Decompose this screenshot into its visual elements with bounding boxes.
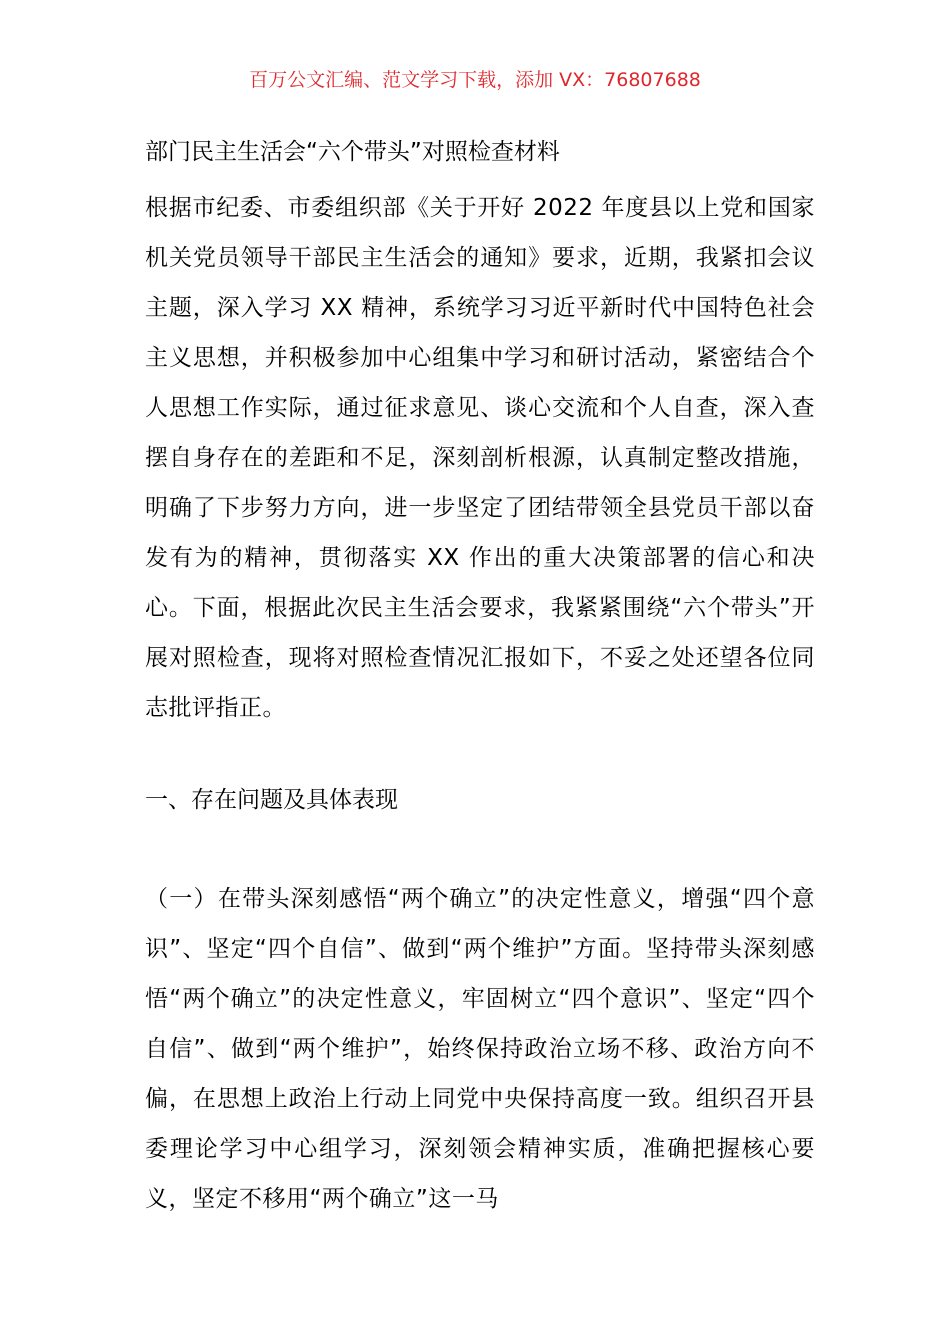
subsection-paragraph: （一）在带头深刻感悟“两个确立”的决定性意义，增强“四个意识”、坚定“四个自信”、做到“两个维护”方面。坚持带头深刻感悟“两个确立”的决定性意义，牢固树立“四个意识”、坚定“四个自信”、做到“两个维护”，始终保持政治立场不移、政治方向不偏，在思想上政治上行动上同党中央保持高度一致。组织召开县委理论学习中心组学习，深刻领会精神实质，准确把握核心要义，坚定不移用“两个确立”这一马: [145, 886, 815, 1212]
intro-paragraph: 根据市纪委、市委组织部《关于开好 2022 年度县以上党和国家机关党员领导干部民主生活会的通知》要求，近期，我紧扣会议主题，深入学习 XX 精神，系统学习习近平新时代中国特色社会主义思想，并积极参加中心组集中学习和研讨活动，紧密结合个人思想工作实际，通过征求意见、谈心交流和个人自查，深入查摆自身存在的差距和不足，深刻剖析根源，认真制定整改措施，明确了下步努力方向，进一步坚定了团结带领全县党员干部以奋发有为的精神，贯彻落实 XX 作出的重大决策部署的信心和决心。下面，根据此次民主生活会要求，我紧紧围绕“六个带头”开展对照检查，现将对照检查情况汇报如下，不妥之处还望各位同志批评指正。: [145, 195, 815, 721]
header-banner: 百万公文汇编、范文学习下载，添加 VX：76807688: [249, 69, 701, 91]
document-title: 部门民主生活会“六个带头”对照检查材料: [145, 139, 560, 165]
section-heading: 一、存在问题及具体表现: [145, 787, 398, 813]
